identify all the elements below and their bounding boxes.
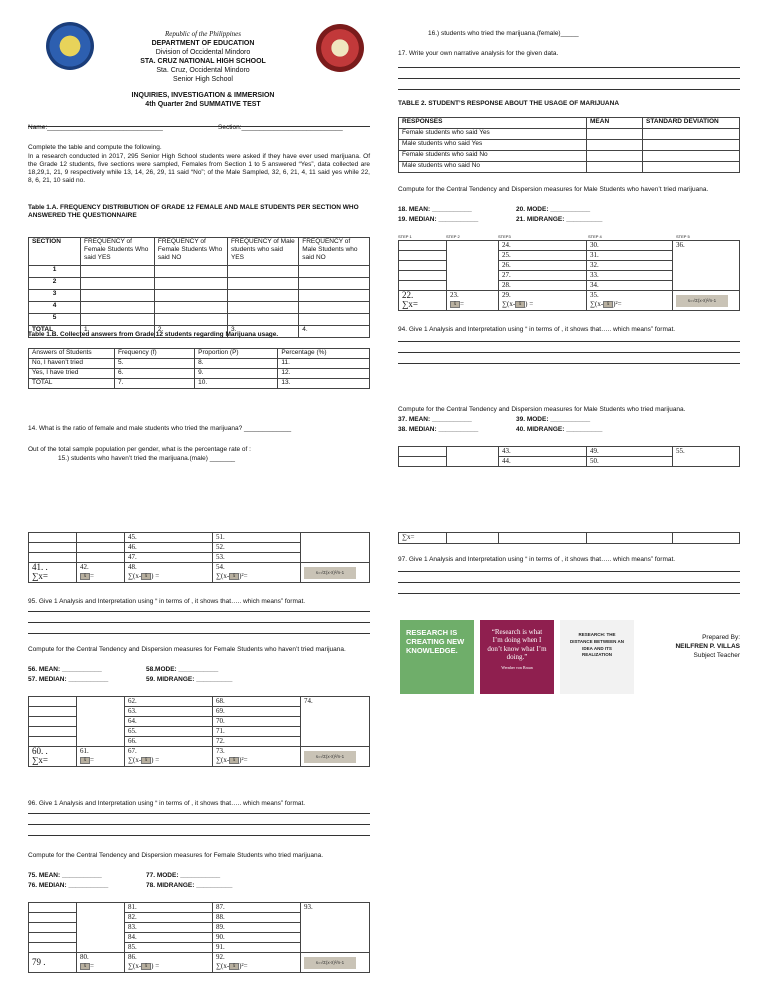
answer-cell[interactable]: 32. <box>587 261 673 271</box>
republic-text: Republic of the Philippines <box>164 30 241 38</box>
answer-cell[interactable]: 60. . <box>32 746 48 756</box>
answer-cell[interactable]: 8. <box>195 359 278 369</box>
section-number: 4 <box>29 302 81 314</box>
answer-cell[interactable]: 55. <box>673 447 740 467</box>
step-label: STEP 4 <box>588 234 602 239</box>
poster-text: RESEARCH IS CREATING NEW KNOWLEDGE. <box>406 628 465 655</box>
cell[interactable] <box>154 302 227 314</box>
answer-cell[interactable]: 72. <box>213 737 301 747</box>
answer-cell[interactable]: 91. <box>213 943 301 953</box>
answer-cell[interactable]: 11. <box>278 359 370 369</box>
answer-cell[interactable]: 50. <box>587 457 673 467</box>
cell[interactable] <box>587 129 643 140</box>
answer-cell[interactable]: 33. <box>587 271 673 281</box>
expr: ∑(x- <box>128 961 142 970</box>
row-label: Male students who said Yes <box>399 140 587 151</box>
cell[interactable] <box>587 151 643 162</box>
school-seal-icon <box>316 24 364 72</box>
expr: = <box>460 299 464 308</box>
x-bar-icon: x̄ <box>603 301 613 308</box>
answer-cell[interactable]: 29. <box>502 291 511 299</box>
table1a-header: SECTION <box>29 238 81 266</box>
research-poster-1 <box>400 620 474 694</box>
x-bar-icon: x̄ <box>141 963 151 970</box>
female-tried-table <box>28 902 370 973</box>
section-d-title: Compute for the Central Tendency and Dispersion measures for Female Students who tried marijuana. <box>28 852 324 859</box>
section-c-item[interactable]: 59. MIDRANGE: __________ <box>146 676 233 683</box>
answer-cell[interactable]: 64. <box>125 717 213 727</box>
x-bar-icon: x̄ <box>229 573 239 580</box>
teacher-role: Subject Teacher <box>693 651 740 659</box>
row-label: Female students who said Yes <box>399 129 587 140</box>
cell[interactable] <box>154 278 227 290</box>
table1b-header: Frequency (f) <box>115 349 195 359</box>
sd-formula-icon: s=√Σ(x-x̄)²/n-1 <box>676 295 728 307</box>
answer-cell[interactable]: 63. <box>125 707 213 717</box>
instructions: Complete the table and compute the following. <box>28 144 162 151</box>
section-number: 2 <box>29 278 81 290</box>
question-94: 94. Give 1 Analysis and Interpretation using “ in terms of , it shows that….. which means” format. <box>398 326 676 333</box>
section-d-item[interactable]: 77. MODE: ___________ <box>146 872 221 879</box>
table1a-header: FREQUENCY of Female Students Who said NO <box>154 238 227 266</box>
answer-cell[interactable]: 5. <box>115 359 195 369</box>
answer-cell[interactable]: 22. <box>402 290 414 300</box>
section-d-item[interactable]: 76. MEDIAN: ___________ <box>28 882 109 889</box>
answer-cell[interactable]: 62. <box>125 697 213 707</box>
answer-cell[interactable]: 10. <box>195 379 278 389</box>
male-tried-continued-table <box>28 532 370 583</box>
cell[interactable] <box>81 302 155 314</box>
name-field[interactable]: Name:________________________________ <box>28 124 163 131</box>
answer-cell[interactable]: 46. <box>125 543 213 553</box>
cell[interactable] <box>81 290 155 302</box>
section-b-item[interactable]: 38. MEDIAN: ___________ <box>398 426 479 433</box>
section-b-item[interactable]: 39. MODE: ___________ <box>516 416 591 423</box>
x-bar-icon: x̄ <box>80 963 90 970</box>
expr: = <box>90 755 94 764</box>
cell[interactable] <box>154 290 227 302</box>
sum-x-label: ∑x= <box>402 299 418 309</box>
expr: )²= <box>613 299 622 308</box>
table1b <box>28 348 370 389</box>
answer-cell[interactable]: 35. <box>590 291 599 299</box>
expr: ) = <box>151 571 160 580</box>
table1a-header: FREQUENCY of Male students who said YES <box>227 238 298 266</box>
expr: = <box>90 961 94 970</box>
expr: ∑(x- <box>128 571 142 580</box>
answer-cell[interactable]: 34. <box>587 281 673 291</box>
sd-formula-icon: s=√Σ(x-x̄)²/n-1 <box>304 567 356 579</box>
cell[interactable] <box>299 302 370 314</box>
section-number: 3 <box>29 290 81 302</box>
answer-cell[interactable]: 41. . <box>32 562 48 572</box>
male-tried-sum-row <box>398 532 740 544</box>
answer-cell[interactable]: 52. <box>213 543 301 553</box>
cell[interactable] <box>81 266 155 278</box>
cell[interactable] <box>227 302 298 314</box>
answer-cell[interactable]: 89. <box>213 923 301 933</box>
expr: ) = <box>151 755 160 764</box>
division-text: Division of Occidental Mindoro <box>155 49 251 57</box>
table1b-title: Table 1.B. Collected answers from Grade 12 students regarding Marijuana usage. <box>28 331 279 338</box>
cell[interactable] <box>227 278 298 290</box>
answer-cell[interactable]: 65. <box>125 727 213 737</box>
section-c-item[interactable]: 56. MEAN: ___________ <box>28 666 102 673</box>
school-address: Sta. Cruz, Occidental Mindoro <box>156 67 250 75</box>
answer-cell[interactable]: 6. <box>115 369 195 379</box>
question-95: 95. Give 1 Analysis and Interpretation using “ in terms of , it shows that….. which means” format. <box>28 598 306 605</box>
research-poster-3 <box>560 620 634 694</box>
answer-cell[interactable]: 42. <box>80 563 89 571</box>
answer-cell[interactable]: 2. <box>154 326 227 338</box>
answer-cell[interactable]: 3. <box>227 326 298 338</box>
step-label: STEP3 <box>498 234 511 239</box>
answer-cell[interactable]: 12. <box>278 369 370 379</box>
expr: ∑(x- <box>590 299 604 308</box>
question-97: 97. Give 1 Analysis and Interpretation using “ in terms of , it shows that….. which means” format. <box>398 556 676 563</box>
question-intro: Out of the total sample population per gender, what is the percentage rate of : <box>28 446 251 453</box>
table1b-header: Answers of Students <box>29 349 115 359</box>
x-bar-icon: x̄ <box>80 573 90 580</box>
research-poster-2 <box>480 620 554 694</box>
section-a-item[interactable]: 20. MODE: ___________ <box>516 206 591 213</box>
cell[interactable] <box>154 266 227 278</box>
total-label: TOTAL <box>29 326 81 338</box>
cell[interactable] <box>299 314 370 326</box>
expr: )²= <box>239 755 248 764</box>
answer-cell[interactable]: 45. <box>125 533 213 543</box>
answer-cell[interactable]: 27. <box>499 271 587 281</box>
answer-cell[interactable]: 82. <box>125 913 213 923</box>
sum-x-label: ∑x= <box>32 571 48 581</box>
answer-cell[interactable]: 73. <box>216 747 225 755</box>
section-b-item[interactable]: 40. MIDRANGE: __________ <box>516 426 603 433</box>
sum-x-label: ∑x= <box>32 755 48 765</box>
answer-cell[interactable]: 48. <box>128 563 137 571</box>
cell[interactable] <box>299 278 370 290</box>
expr: ) = <box>151 961 160 970</box>
expr: ∑(x- <box>216 571 230 580</box>
answer-cell[interactable]: 53. <box>213 553 301 563</box>
section-c-title: Compute for the Central Tendency and Dispersion measures for Female Students who haven’t tried marijuana. <box>28 646 346 653</box>
expr: = <box>90 571 94 580</box>
table1a-title: Table 1.A. FREQUENCY DISTRIBUTION OF GRADE 12 FEMALE AND MALE STUDENTS PER SECTION WHO ANSWERED THE QUESTIONNAIRE <box>28 204 359 220</box>
male-tried-table <box>398 446 740 467</box>
prepared-label: Prepared By: <box>702 634 740 641</box>
answer-cell[interactable]: 71. <box>213 727 301 737</box>
cell[interactable] <box>227 266 298 278</box>
x-bar-icon: x̄ <box>450 301 460 308</box>
section-a-item[interactable]: 18. MEAN: ___________ <box>398 206 472 213</box>
answer-cell[interactable]: 54. <box>216 563 225 571</box>
answer-cell[interactable]: 7. <box>115 379 195 389</box>
table1a-header: FREQUENCY of Male Students who said NO <box>299 238 370 266</box>
section-field[interactable]: Section:____________________________ <box>218 124 343 131</box>
section-c-item[interactable]: 57. MEDIAN: ___________ <box>28 676 109 683</box>
deped-seal-icon <box>46 22 94 70</box>
answer-cell[interactable]: 36. <box>673 241 740 291</box>
section-d-item[interactable]: 78. MIDRANGE: __________ <box>146 882 233 889</box>
section-number: 5 <box>29 314 81 326</box>
answer-cell[interactable]: 23. <box>450 291 459 299</box>
section-a-item[interactable]: 19. MEDIAN: ___________ <box>398 216 479 223</box>
school-level: Senior High School <box>173 76 233 84</box>
answer-cell[interactable]: 88. <box>213 913 301 923</box>
answer-cell[interactable]: 86. <box>128 953 137 961</box>
poster-author: Wernher von Braun <box>501 664 533 670</box>
step-label: STEP 5 <box>676 234 690 239</box>
row-label: Yes, I have tried <box>29 369 115 379</box>
answer-cell[interactable]: 90. <box>213 933 301 943</box>
answer-cell[interactable]: 92. <box>216 953 225 961</box>
table2-header: RESPONSES <box>399 118 587 129</box>
answer-cell[interactable]: 79 . <box>29 953 77 973</box>
cell[interactable] <box>299 266 370 278</box>
answer-cell[interactable]: 51. <box>213 533 301 543</box>
x-bar-icon: x̄ <box>515 301 525 308</box>
answer-cell[interactable]: 25. <box>499 251 587 261</box>
expr: )²= <box>239 961 248 970</box>
question-15: 15.) students who haven’t tried the marijuana.(male) _______ <box>58 455 236 462</box>
x-bar-icon: x̄ <box>229 963 239 970</box>
section-a-item[interactable]: 21. MIDRANGE: __________ <box>516 216 603 223</box>
answer-cell[interactable]: 67. <box>128 747 137 755</box>
section-a-title: Compute for the Central Tendency and Dispersion measures for Male Students who haven’t tried marijuana. <box>398 186 709 193</box>
subject-title: INQUIRIES, INVESTIGATION & IMMERSION <box>131 91 275 99</box>
sd-formula-icon: s=√Σ(x-x̄)²/n-1 <box>304 957 356 969</box>
answer-cell[interactable]: 81. <box>125 903 213 913</box>
table1a <box>28 237 370 338</box>
school-name: STA. CRUZ NATIONAL HIGH SCHOOL <box>140 58 266 66</box>
row-label: Male students who said No <box>399 162 587 173</box>
department-text: DEPARTMENT OF EDUCATION <box>151 40 255 48</box>
expr: )²= <box>239 571 248 580</box>
female-not-tried-table <box>28 696 370 767</box>
answer-cell[interactable]: 66. <box>125 737 213 747</box>
question-14: 14. What is the ratio of female and male students who tried the marijuana? _____________ <box>28 425 292 432</box>
intro-paragraph: In a research conducted in 2017, 295 Senior High School students were asked if they have ever used marijuana. Of the Grade 12 students, five sections were sampled, Females from Section 1 to 5 answered “Yes”, data collected are 18,29,1, 21, 9 respectively while 13, 14, 26, 29, 11 said “No”; of the Male Sampled, 32, 6, 21, 4, 11 said yes while 22, 8, 6, 21, 10 said no. <box>28 153 370 185</box>
cell[interactable] <box>587 162 643 173</box>
answer-cell[interactable]: 9. <box>195 369 278 379</box>
answer-cell[interactable]: 80. <box>80 953 89 961</box>
section-number: 1 <box>29 266 81 278</box>
table2 <box>398 117 740 173</box>
cell[interactable] <box>643 151 740 162</box>
table1a-header: FREQUENCY of Female Students Who said YES <box>81 238 155 266</box>
answer-cell[interactable]: 83. <box>125 923 213 933</box>
cell[interactable] <box>587 140 643 151</box>
cell[interactable] <box>643 162 740 173</box>
answer-cell[interactable]: 13. <box>278 379 370 389</box>
section-c-item[interactable]: 58.MODE: ___________ <box>146 666 219 673</box>
table2-header: MEAN <box>587 118 643 129</box>
answer-cell[interactable]: 84. <box>125 933 213 943</box>
answer-cell[interactable]: 1. <box>81 326 155 338</box>
answer-cell[interactable]: 69. <box>213 707 301 717</box>
expr: ∑(x- <box>128 755 142 764</box>
answer-cell[interactable]: 87. <box>213 903 301 913</box>
answer-cell[interactable]: 61. <box>80 747 89 755</box>
answer-cell[interactable]: 28. <box>499 281 587 291</box>
answer-cell[interactable]: 24. <box>499 241 587 251</box>
table1b-header: Percentage (%) <box>278 349 370 359</box>
cell[interactable] <box>154 314 227 326</box>
expr: ) = <box>525 299 534 308</box>
x-bar-icon: x̄ <box>141 757 151 764</box>
teacher-name: NEILFREN P. VILLAS <box>675 642 740 650</box>
cell[interactable] <box>643 140 740 151</box>
x-bar-icon: x̄ <box>141 573 151 580</box>
school-header <box>98 30 308 109</box>
section-d-item[interactable]: 75. MEAN: ___________ <box>28 872 102 879</box>
sum-x-label: ∑x= <box>399 533 447 544</box>
answer-cell[interactable]: 93. <box>301 903 370 953</box>
answer-cell[interactable]: 4. <box>299 326 370 338</box>
exam-title: 4th Quarter 2nd SUMMATIVE TEST <box>145 100 261 108</box>
table2-header: STANDARD DEVIATION <box>643 118 740 129</box>
sd-formula-icon: s=√Σ(x-x̄)²/n-1 <box>304 751 356 763</box>
answer-cell[interactable]: 70. <box>213 717 301 727</box>
cell[interactable] <box>227 314 298 326</box>
answer-cell[interactable]: 74. <box>301 697 370 747</box>
section-b-title: Compute for the Central Tendency and Dispersion measures for Male Students who tried marijuana. <box>398 406 686 413</box>
table1b-header: Proportion (P) <box>195 349 278 359</box>
step-label: STEP 1 <box>398 234 412 239</box>
row-label: Female students who said No <box>399 151 587 162</box>
answer-cell[interactable]: 30. <box>587 241 673 251</box>
answer-cell[interactable]: 44. <box>499 457 587 467</box>
answer-cell[interactable]: 43. <box>499 447 587 457</box>
cell[interactable] <box>81 314 155 326</box>
expr: ∑(x- <box>502 299 516 308</box>
x-bar-icon: x̄ <box>80 757 90 764</box>
question-96: 96. Give 1 Analysis and Interpretation using “ in terms of , it shows that….. which means” format. <box>28 800 306 807</box>
cell[interactable] <box>81 278 155 290</box>
row-label: TOTAL <box>29 379 115 389</box>
step-label: STEP 2 <box>446 234 460 239</box>
male-not-tried-table <box>398 240 740 311</box>
table2-title: TABLE 2. STUDENT’S RESPONSE ABOUT THE USAGE OF MARIJUANA <box>398 100 620 107</box>
answer-cell[interactable]: 85. <box>125 943 213 953</box>
answer-cell[interactable]: 49. <box>587 447 673 457</box>
section-b-item[interactable]: 37. MEAN: ___________ <box>398 416 472 423</box>
row-label: No, I haven’t tried <box>29 359 115 369</box>
poster-quote: “Research is what I’m doing when I don’t know what I’m doing.” <box>487 628 547 662</box>
answer-cell[interactable]: 31. <box>587 251 673 261</box>
poster-text: RESEARCH: THE DISTANCE BETWEEN AN IDEA AND ITS REALIZATION <box>570 632 624 658</box>
cell[interactable] <box>299 290 370 302</box>
expr: ∑(x- <box>216 961 230 970</box>
cell[interactable] <box>643 129 740 140</box>
expr: ∑(x- <box>216 755 230 764</box>
x-bar-icon: x̄ <box>229 757 239 764</box>
question-16: 16.) students who tried the marijuana.(female)_____ <box>428 30 579 37</box>
answer-cell[interactable]: 47. <box>125 553 213 563</box>
prepared-by <box>658 634 740 660</box>
answer-cell[interactable]: 68. <box>213 697 301 707</box>
answer-cell[interactable]: 26. <box>499 261 587 271</box>
cell[interactable] <box>227 290 298 302</box>
question-17: 17. Write your own narrative analysis for the given data. <box>398 50 559 57</box>
